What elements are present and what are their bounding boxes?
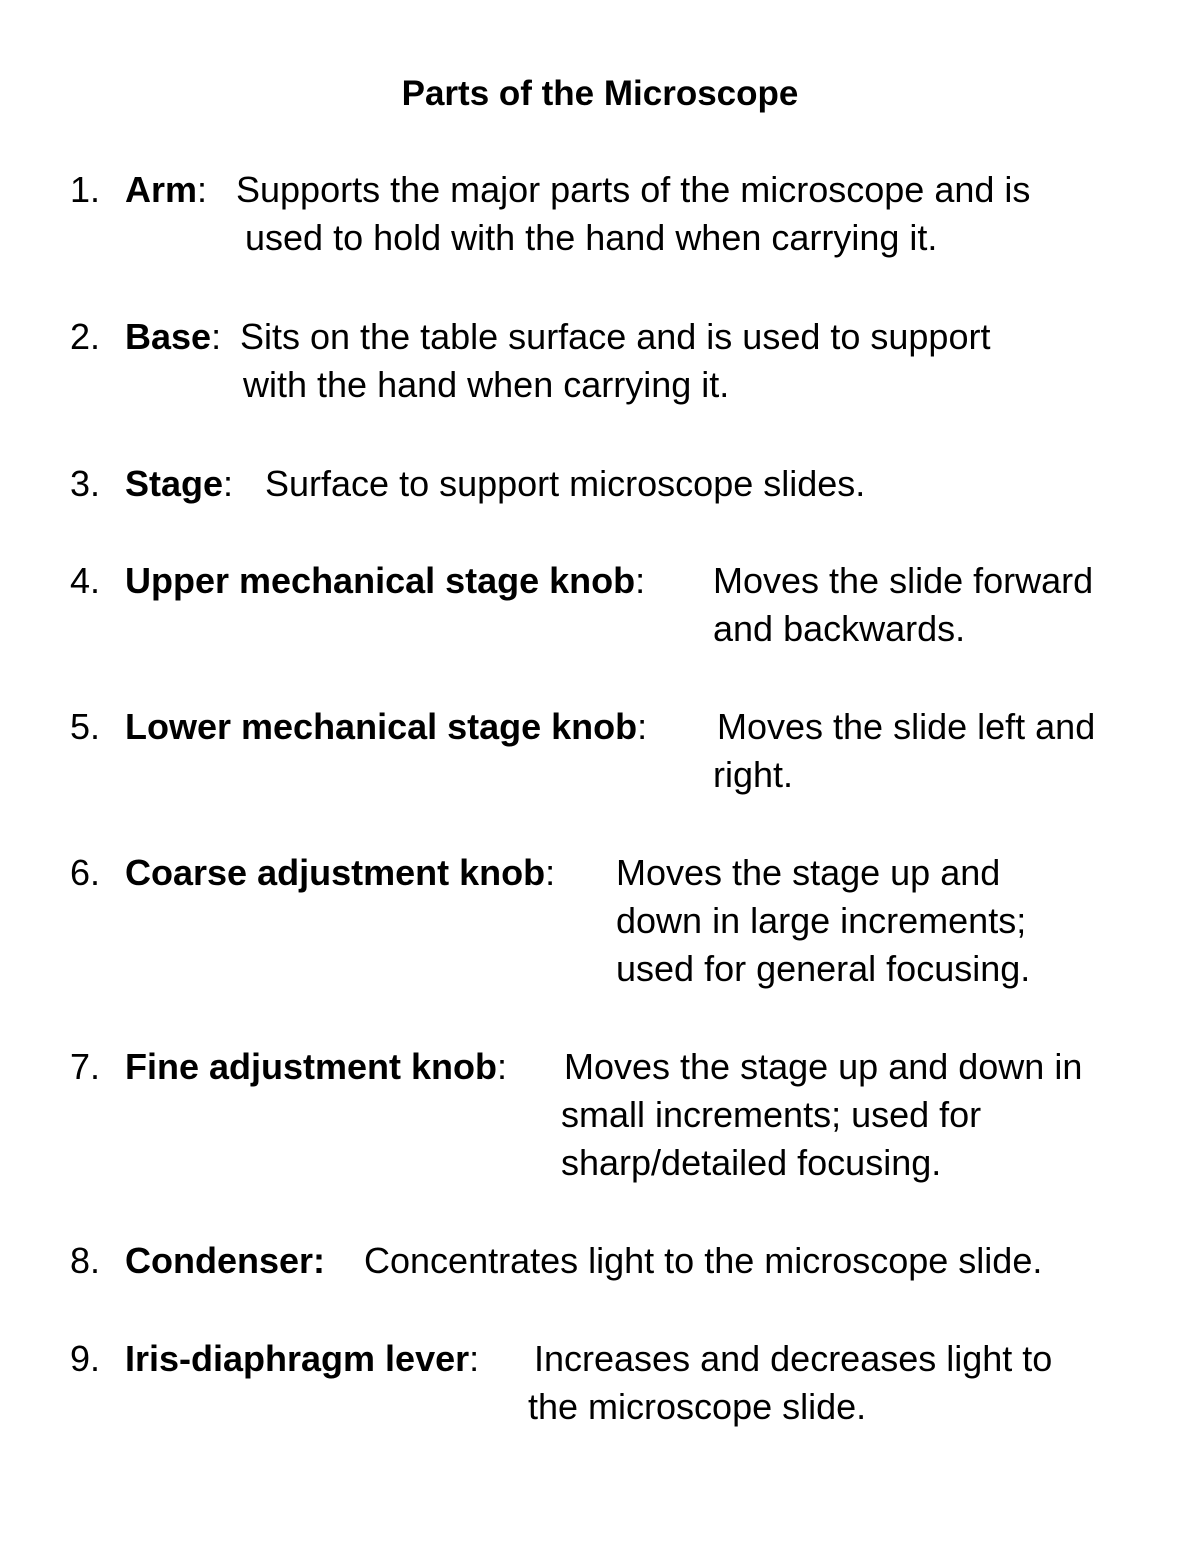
- item-term: Fine adjustment knob: [125, 1046, 498, 1087]
- item-number: 7.: [70, 1046, 101, 1087]
- item-lead: [125, 1237, 325, 1285]
- item-term: Base: [125, 316, 212, 357]
- item-description: [265, 460, 865, 508]
- description-line: Moves the slide left and: [717, 706, 1096, 747]
- description-line: Moves the stage up and: [616, 852, 1001, 893]
- item-term: Arm: [125, 169, 198, 210]
- description-line: down in large increments;: [616, 900, 1027, 941]
- item-lead: [125, 703, 647, 751]
- item-term: Stage: [125, 463, 224, 504]
- description-line: used to hold with the hand when carrying it.: [245, 217, 938, 258]
- item-number: 9.: [70, 1338, 101, 1379]
- item-description: [713, 557, 1093, 653]
- item-number: 1.: [70, 169, 101, 210]
- item-colon: :: [197, 169, 208, 210]
- description-line: used for general focusing.: [616, 948, 1031, 989]
- item-term: Upper mechanical stage knob: [125, 560, 636, 601]
- description-line: Moves the slide forward: [713, 560, 1094, 601]
- item-description: [364, 1237, 1042, 1285]
- description-line: Concentrates light to the microscope slide.: [364, 1240, 1043, 1281]
- item-lead: [125, 1335, 479, 1383]
- item-colon: :: [637, 706, 648, 747]
- item-number: 2.: [70, 316, 101, 357]
- item-number: 5.: [70, 706, 101, 747]
- description-line: Moves the stage up and down in: [564, 1046, 1083, 1087]
- description-line: sharp/detailed focusing.: [561, 1142, 942, 1183]
- description-line: Sits on the table surface and is used to support: [240, 316, 991, 357]
- item-description: [713, 703, 1095, 799]
- item-number: 6.: [70, 852, 101, 893]
- description-line: and backwards.: [713, 608, 966, 649]
- item-lead: [125, 849, 555, 897]
- item-lead: [125, 166, 207, 214]
- description-line: Surface to support microscope slides.: [265, 463, 866, 504]
- item-description: [561, 1043, 1082, 1187]
- description-line: small increments; used for: [561, 1094, 982, 1135]
- description-line: Increases and decreases light to: [534, 1338, 1053, 1379]
- item-description: [240, 313, 991, 409]
- item-colon: :: [497, 1046, 508, 1087]
- item-lead: [125, 557, 645, 605]
- item-colon: :: [223, 463, 234, 504]
- item-lead: [125, 313, 221, 361]
- item-colon: :: [635, 560, 646, 601]
- item-colon: :: [469, 1338, 480, 1379]
- item-description: [528, 1335, 1052, 1431]
- description-line: with the hand when carrying it.: [243, 364, 730, 405]
- item-lead: [125, 1043, 507, 1091]
- item-term: Coarse adjustment knob: [125, 852, 546, 893]
- description-line: right.: [713, 754, 794, 795]
- item-term: Iris-diaphragm lever: [125, 1338, 470, 1379]
- item-term: Lower mechanical stage knob: [125, 706, 638, 747]
- page-title: Parts of the Microscope: [401, 74, 799, 113]
- item-lead: [125, 460, 233, 508]
- item-description: [236, 166, 1031, 262]
- item-term: Condenser:: [125, 1240, 326, 1281]
- item-colon: :: [211, 316, 222, 357]
- item-number: 3.: [70, 463, 101, 504]
- description-line: Supports the major parts of the microscope and is: [236, 169, 1031, 210]
- item-number: 8.: [70, 1240, 101, 1281]
- item-number: 4.: [70, 560, 101, 601]
- description-line: the microscope slide.: [528, 1386, 867, 1427]
- item-description: [616, 849, 1030, 993]
- item-colon: :: [545, 852, 556, 893]
